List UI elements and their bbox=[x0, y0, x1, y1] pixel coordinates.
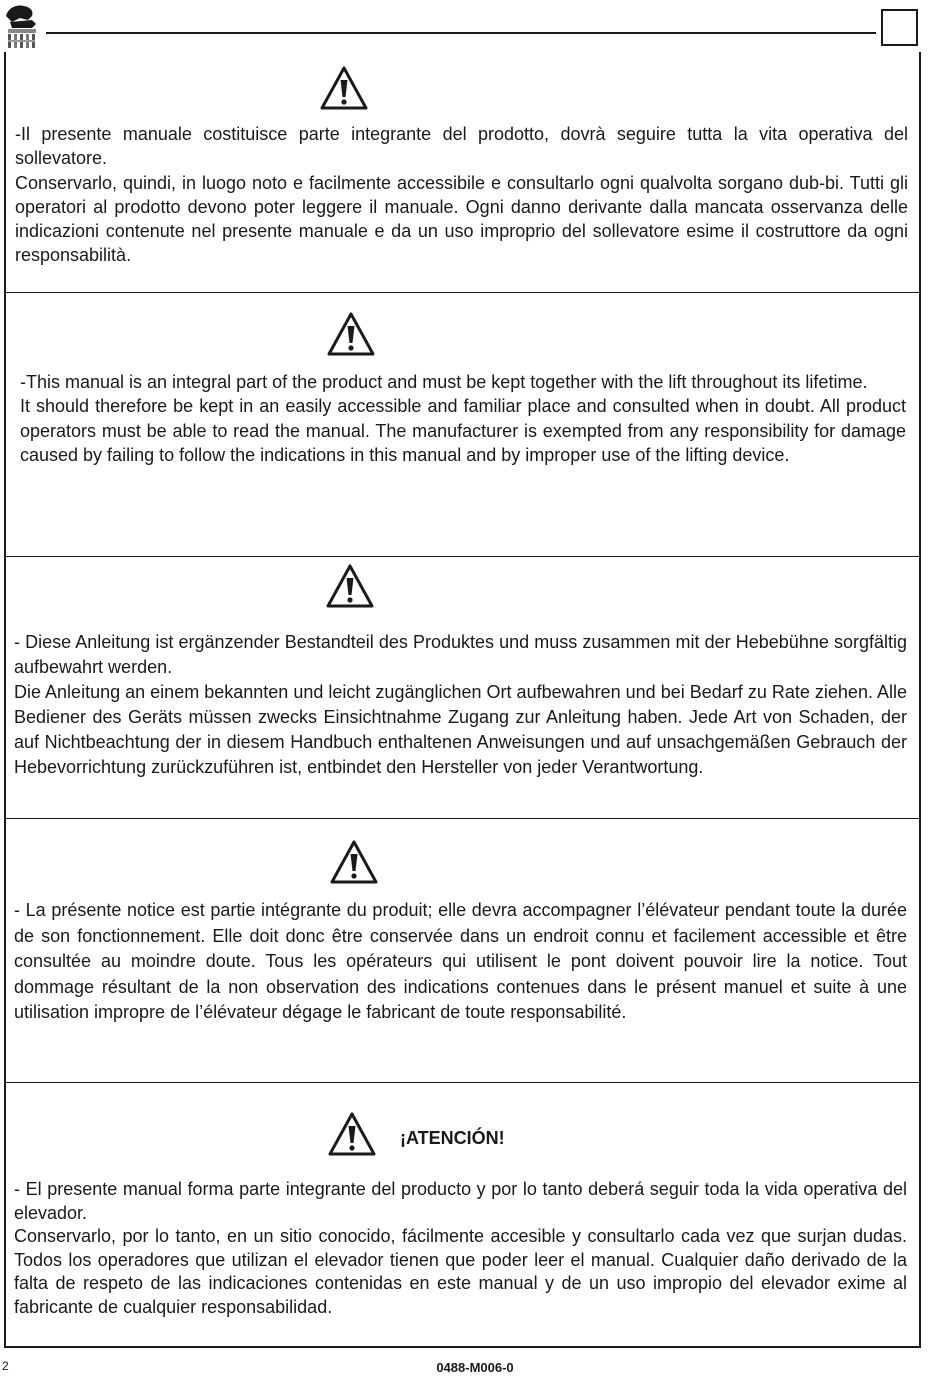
empty-square-icon bbox=[881, 9, 918, 46]
paragraph-intro: -Il presente manuale costituisce parte integrante del prodotto, dovrà seguire tutta la vita operativa del sollevatore. bbox=[15, 124, 908, 169]
warning-triangle-icon bbox=[327, 312, 375, 356]
warning-triangle-icon bbox=[320, 66, 368, 110]
section-heading: ¡ATENCIÓN! bbox=[400, 1128, 505, 1148]
section-french bbox=[6, 818, 919, 1082]
header-rule bbox=[46, 32, 876, 34]
section-german bbox=[6, 556, 919, 818]
content-frame bbox=[4, 52, 921, 1348]
paragraph-intro: - El presente manual forma parte integrante del producto y por lo tanto deberá seguir toda la vida operativa del elevador. bbox=[14, 1179, 907, 1223]
paragraph-body: It should therefore be kept in an easily accessible and familiar place and consulted when in doubt. All product operators must be able to read the manual. The manufacturer is exempted from any responsibility for damage caused by failing to follow the indications in this manual and by improper use of the lifting device. bbox=[20, 396, 906, 465]
section-text bbox=[20, 370, 906, 467]
paragraph-intro: - Diese Anleitung ist ergänzender Bestandteil des Produktes und muss zusammen mit der Hebebühne sorgfältig aufbewahrt werden. bbox=[14, 632, 907, 677]
paragraph-intro: -This manual is an integral part of the product and must be kept together with the lift throughout its lifetime. bbox=[20, 372, 868, 392]
document-code: 0488-M006-0 bbox=[436, 1360, 514, 1375]
paragraph-body: Conservarlo, quindi, in luogo noto e facilmente accessibile e consultarlo ogni qualvolta sorgano dub-bi. Tutti gli operatori al prodotto devono poter leggere il manuale. Ogni danno derivante dalla mancata osservanza delle indicazioni contenute nel presente manuale e da un uso improprio del sollevatore esime il costruttore da ogni responsabilità. bbox=[15, 172, 908, 266]
paragraph-body: - La présente notice est partie intégrante du produit; elle devra accompagner l’élévateur pendant toute la durée de son fonctionnement. Elle doit donc être conservée dans un endroit connu et facilement accessible et être consultée au moindre doute. Tous les opérateurs qui utilisent le pont doivent pouvoir lire la notice. Tout dommage résultant de la non observation des indications contenues dans le présent manuel et suite à une utilisation impropre de l’élévateur dégage le fabricant de toute responsabilité. bbox=[14, 900, 907, 1022]
section-english bbox=[6, 292, 919, 556]
warning-triangle-icon bbox=[330, 840, 378, 884]
section-text bbox=[14, 630, 907, 780]
section-spanish bbox=[6, 1082, 919, 1346]
section-text bbox=[14, 1178, 907, 1319]
brand-logo-icon bbox=[2, 2, 42, 50]
warning-triangle-icon bbox=[326, 564, 374, 608]
section-text bbox=[14, 898, 907, 1026]
page-number: 2 bbox=[2, 1359, 9, 1373]
section-text bbox=[15, 122, 908, 268]
paragraph-body: Conservarlo, por lo tanto, en un sitio conocido, fácilmente accesible y consultarlo cada vez que surjan dudas. Todos los operadores que utilizan el elevador tienen que poder leer el manual. Cualquier daño derivado de la falta de respeto de las indicaciones contenidas en este manual y de un uso impropio del elevador exime al fabricante de cualquier responsabilidad. bbox=[14, 1226, 907, 1317]
warning-triangle-icon bbox=[328, 1112, 376, 1156]
section-italian bbox=[6, 52, 919, 292]
paragraph-body: Die Anleitung an einem bekannten und leicht zugänglichen Ort aufbewahren und bei Bedarf zu Rate ziehen. Alle Bediener des Geräts müssen zwecks Einsichtnahme Zugang zur Anleitung haben. Jede Art von Schaden, der auf Nichtbeachtung der in diesem Handbuch enthaltenen Anweisungen und auf unsachgemäßen Gebrauch der Hebevorrichtung zurückzuführen ist, entbindet den Hersteller von jeder Verantwortung. bbox=[14, 682, 907, 777]
